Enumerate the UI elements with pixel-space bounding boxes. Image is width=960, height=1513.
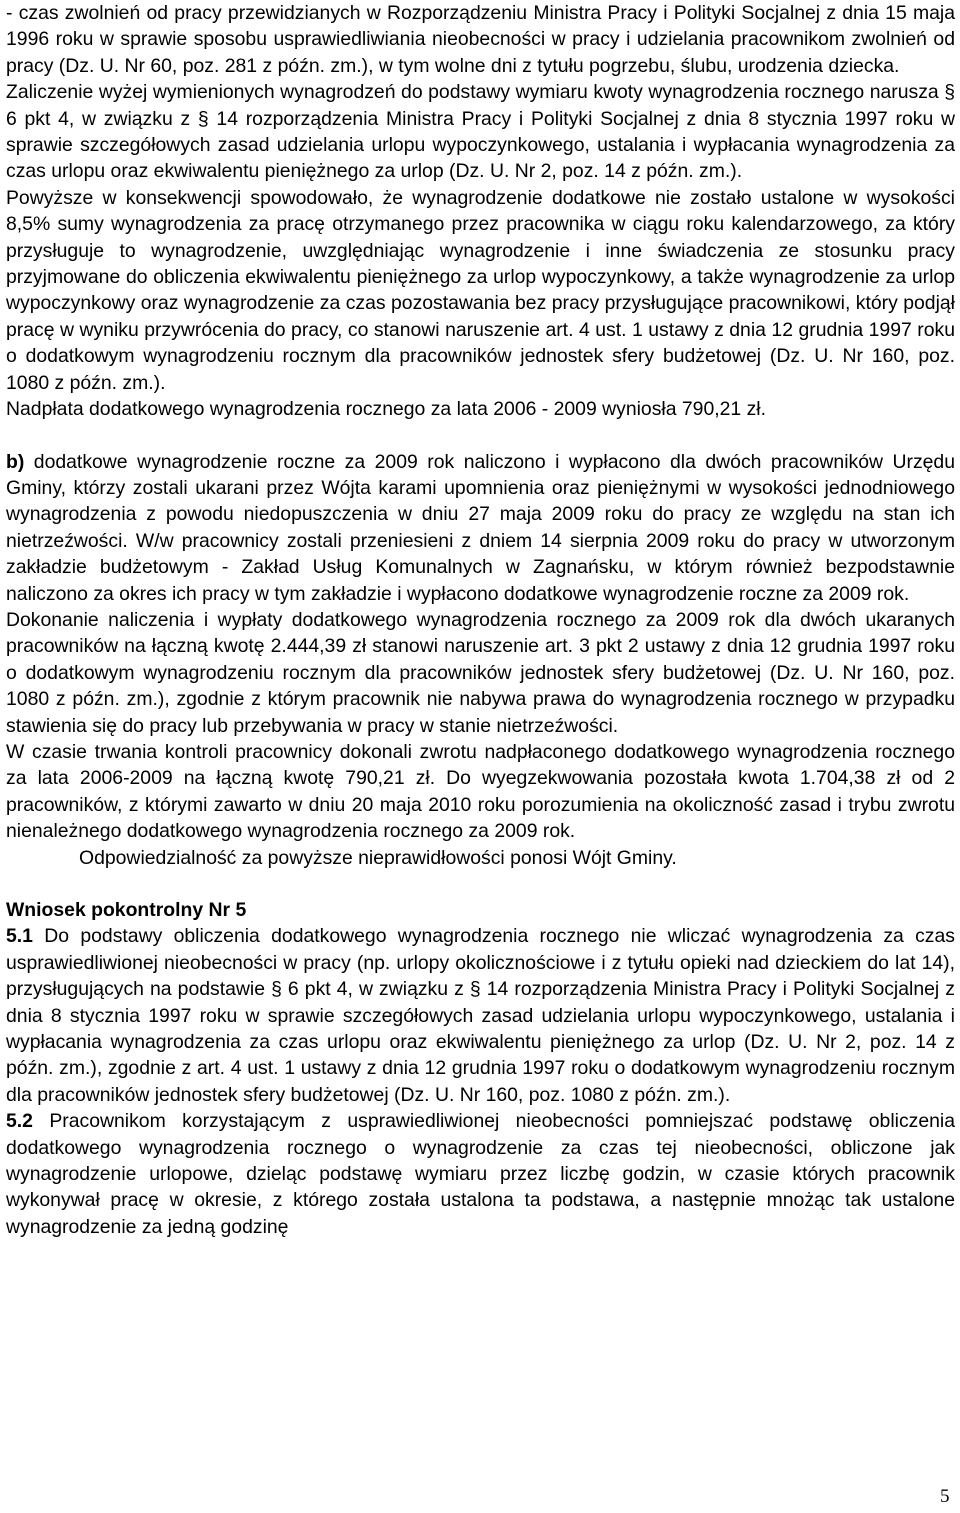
paragraph-refund: W czasie trwania kontroli pracownicy dokonali zwrotu nadpłaconego dodatkowego wynagrodzenia rocznego za lata 2006-2009 na łączną kwotę 790,21 zł. Do wyegzekwowania pozostała kwota 1.704,38 zł od 2 pracowników, z którymi zawarto w dniu 20 maja 2010 roku porozumienia na okoliczność zasad i trybu zwrotu nienależnego dodatkowego wynagrodzenia rocznego za 2009 rok. — [6, 740, 955, 843]
item-label-5-2: 5.2 — [6, 1110, 33, 1133]
paragraph-gap — [6, 423, 955, 449]
paragraph-recommendation-5-1 — [6, 923, 955, 1108]
paragraph-5-2-text: Pracownikom korzystającym z usprawiedliwionej nieobecności pomniejszać podstawę obliczenia dodatkowego wynagrodzenia rocznego o wynagrodzenie za czas tej nieobecności, obliczone jak wynagrodzenie urlopowe, dzieląc podstawę wymiaru przez liczbę godzin, w czasie których pracownik wykonywał pracę w okresie, z którego została ustalona ta podstawa, a następnie mnożąc tak ustalone wynagrodzenie za jedną godzinę — [6, 1110, 955, 1238]
paragraph-leave-exemptions: - czas zwolnień od pracy przewidzianych w Rozporządzeniu Ministra Pracy i Polityki Socjalnej z dnia 15 maja 1996 roku w sprawie sposobu usprawiedliwiania nieobecności w pracy i udzielania pracownikom zwolnień od pracy (Dz. U. Nr 60, poz. 281 z późn. zm.), w tym wolne dni z tytułu pogrzebu, ślubu, urodzenia dziecka. — [6, 2, 955, 77]
paragraph-responsibility: Odpowiedzialność za powyższe nieprawidłowości ponosi Wójt Gminy. — [79, 846, 677, 869]
item-label-b: b) — [6, 450, 25, 473]
item-label-5-1: 5.1 — [6, 925, 33, 948]
paragraph-calculation-violation: Dokonanie naliczenia i wypłaty dodatkowego wynagrodzenia rocznego za 2009 rok dla dwóch ukaranych pracowników na łączną kwotę 2.444,39 zł stanowi naruszenie art. 3 pkt 2 ustawy z dnia 12 grudnia 1997 roku o dodatkowym wynagrodzeniu rocznym dla pracowników jednostek sfery budżetowej (Dz. U. Nr 160, poz. 1080 z późn. zm.), zgodnie z którym pracownik nie nabywa prawa do wynagrodzenia rocznego w przypadku stawienia się do pracy lub przebywania w pracy w stanie nietrzeźwości. — [6, 608, 955, 737]
paragraph-overpayment: Nadpłata dodatkowego wynagrodzenia rocznego za lata 2006 - 2009 wyniosła 790,21 zł. — [6, 398, 766, 421]
paragraph-b-punished-employees — [6, 449, 955, 607]
paragraph-violation-6-4: Zaliczenie wyżej wymienionych wynagrodzeń do podstawy wymiaru kwoty wynagrodzenia rocznego narusza § 6 pkt 4, w związku z § 14 rozporządzenia Ministra Pracy i Polityki Socjalnej z dnia 8 stycznia 1997 roku w sprawie szczegółowych zasad udzielania urlopu wypoczynkowego, ustalania i wypłacania wynagrodzenia za czas urlopu oraz ekwiwalentu pieniężnego za urlop (Dz. U. Nr 2, poz. 14 z późn. zm.). — [6, 81, 955, 183]
document-page — [6, 0, 955, 1240]
section-heading: Wniosek pokontrolny Nr 5 — [6, 899, 247, 921]
paragraph-consequences: Powyższe w konsekwencji spowodowało, że wynagrodzenie dodatkowe nie zostało ustalone w wysokości 8,5% sumy wynagrodzenia za pracę otrzymanego przez pracownika w ciągu roku kalendarzowego, za który przysługuje to wynagrodzenie, uwzględniając wynagrodzenie i inne świadczenia ze stosunku pracy przyjmowane do obliczenia ekwiwalentu pieniężnego za urlop wypoczynkowy, a także wynagrodzenie za urlop wypoczynkowy oraz wynagrodzenie za czas pozostawania bez pracy przysługujące pracownikowi, który podjął pracę w wyniku przywrócenia do pracy, co stanowi naruszenie art. 4 ust. 1 ustawy z dnia 12 grudnia 1997 roku o dodatkowym wynagrodzeniu rocznym dla pracowników jednostek sfery budżetowej (Dz. U. Nr 160, poz. 1080 z późn. zm.). — [6, 186, 955, 394]
paragraph-5-1-text: Do podstawy obliczenia dodatkowego wynagrodzenia rocznego nie wliczać wynagrodzenia za czas usprawiedliwionej nieobecności w pracy (np. urlopy okolicznościowe i z tytułu opieki nad dzieckiem do lat 14), przysługujących na podstawie § 6 pkt 4, w związku z § 14 rozporządzenia Ministra Pracy i Polityki Socjalnej z dnia 8 stycznia 1997 roku w sprawie szczegółowych zasad udzielania urlopu wypoczynkowego, ustalania i wypłacania wynagrodzenia za czas urlopu oraz ekwiwalentu pieniężnego za urlop (Dz. U. Nr 2, poz. 14 z późn. zm.), zgodnie z art. 4 ust. 1 ustawy z dnia 12 grudnia 1997 roku o dodatkowym wynagrodzeniu rocznym dla pracowników jednostek sfery budżetowej (Dz. U. Nr 160, poz. 1080 z późn. zm.). — [6, 925, 955, 1106]
paragraph-b-text: dodatkowe wynagrodzenie roczne za 2009 rok naliczono i wypłacono dla dwóch pracowników Urzędu Gminy, którzy zostali ukarani przez Wójta karami upomnienia oraz pieniężnymi w wysokości jednodniowego wynagrodzenia z powodu niedopuszczenia w dniu 27 maja 2009 roku do pracy ze względu na stan ich nietrzeźwości. W/w pracownicy zostali przeniesieni z dniem 14 sierpnia 2009 roku do pracy w utworzonym zakładzie budżetowym - Zakład Usług Komunalnych w Zagnańsku, w którym również bezpodstawnie naliczono za okres ich pracy w tym zakładzie i wypłacono dodatkowe wynagrodzenie roczne za 2009 rok. — [6, 450, 955, 605]
paragraph-recommendation-5-2 — [6, 1108, 955, 1240]
page-number: 5 — [940, 1486, 950, 1507]
paragraph-gap — [6, 871, 955, 897]
